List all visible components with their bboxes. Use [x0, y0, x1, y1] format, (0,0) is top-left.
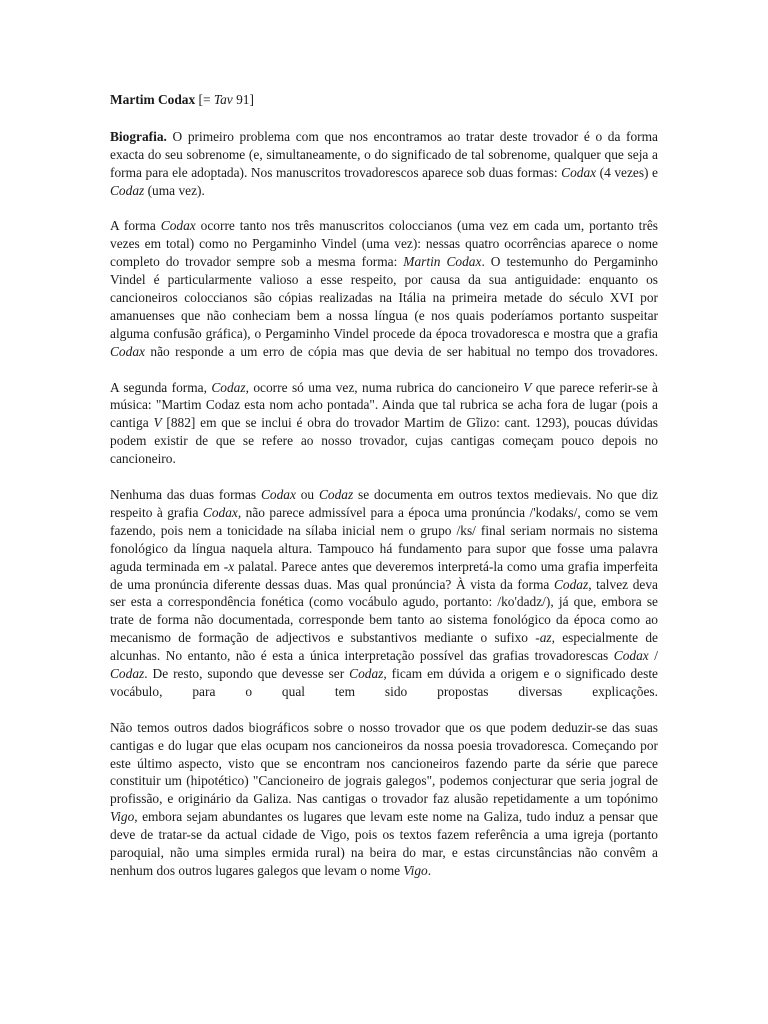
paragraph-dados-biograficos: Não temos outros dados biográficos sobre o nosso trovador que os que podem deduzir-se das suas cantigas e do lugar que elas ocupam nos cancioneiros da nossa poesia trovadoresca. Começando por este último aspecto, visto que se encontram nos cancioneiros fazendo parte da série que parece constituir um (hipotético) "Cancioneiro de jograis galegos", podemos conjecturar que seria jogral de profissão, e originário da Galiza. Nas cantigas o trovador faz alusão repetidamente a um topónimo Vigo, embora sejam abundantes os lugares que levam este nome na Galiza, tudo induz a pensar que deve de tratar-se da actual cidade de Vigo, pois os textos fazem referência a uma igreja (portanto paroquial, não uma simples ermida rural) na beira do mar, e estas circunstâncias não convêm a nenhum dos outros lugares galegos que levam o nome Vigo.: [110, 719, 658, 878]
document-page: [110, 91, 658, 880]
trovador-name: Martim Codax: [110, 92, 196, 107]
paragraph-biografia: Biografia. O primeiro problema com que nos encontramos ao tratar deste trovador é o da forma exacta do seu sobrenome (e, simultaneamente, o do significado de tal sobrenome, qualquer que seja a forma para ele adoptada). Nos manuscritos trovadorescos aparece sob duas formas: Codax (4 vezes) e Codaz (uma vez).: [110, 128, 658, 198]
paragraph-forma-codax: A forma Codax ocorre tanto nos três manuscritos coloccianos (uma vez em cada um, portanto três vezes em total) como no Pergaminho Vindel (uma vez): nessas quatro ocorrências aparece o nome completo do trovador sempre sob a mesma forma: Martin Codax. O testemunho do Pergaminho Vindel é particularmente valioso a esse respeito, por causa da sua antiguidade: enquanto os cancioneiros coloccianos são cópias realizadas na Itália na primeira metade do século XVI por amanuenses que não conheciam bem a nossa língua (e nos quais poderíamos portanto suspeitar alguma confusão gráfica), o Pergaminho Vindel procede da época trovadoresca e mostra que a grafia Codax não responde a um erro de cópia mas que devia de ser habitual no tempo dos trovadores.: [110, 218, 658, 359]
paragraph-pronuncia: Nenhuma das duas formas Codax ou Codaz se documenta em outros textos medievais. No que diz respeito à grafia Codax, não parece admissível para a época uma pronúncia /'kodaks/, como se vem fazendo, pois nem a tonicidade na sílaba inicial nem o grupo /ks/ final seriam normais no sistema fonológico da língua naquela altura. Tampouco há fundamento para supor que fosse uma palavra aguda terminada em -x palatal. Parece antes que deveremos interpretá-la como uma grafia imperfeita de uma pronúncia diferente dessas duas. Mas qual pronúncia? À vista da forma Codaz, talvez deva ser esta a correspondência fonética (como vocábulo agudo, portanto: /ko'dadz/), já que, embora se trate de forma não documentada, corresponde bem tanto ao sistema fonológico da época como ao mecanismo de formação de adjectivos e substantivos mediante o sufixo -az, especialmente de alcunhas. No entanto, não é esta a única interpretação possível das grafias trovadorescas Codax / Codaz. De resto, supondo que devesse ser Codaz, ficam em dúvida a origem e o significado deste vocábulo, para o qual tem sido propostas diversas explicações.: [110, 486, 659, 699]
document-title: Martim Codax [= Tav 91]: [110, 92, 254, 107]
paragraph-forma-codaz: A segunda forma, Codaz, ocorre só uma vez, numa rubrica do cancioneiro V que parece referir-se à música: "Martim Codaz esta nom acho pontada". Ainda que tal rubrica se acha fora de lugar (pois a cantiga V [882] em que se inclui é obra do trovador Martim de Gĩizo: cant. 1293), poucas dúvidas podem existir de que se refere ao nosso trovador, cujas cantigas começam pouco depois no cancioneiro.: [110, 379, 658, 467]
tav-reference: Tav: [213, 92, 233, 107]
section-heading: Biografia.: [110, 128, 167, 144]
